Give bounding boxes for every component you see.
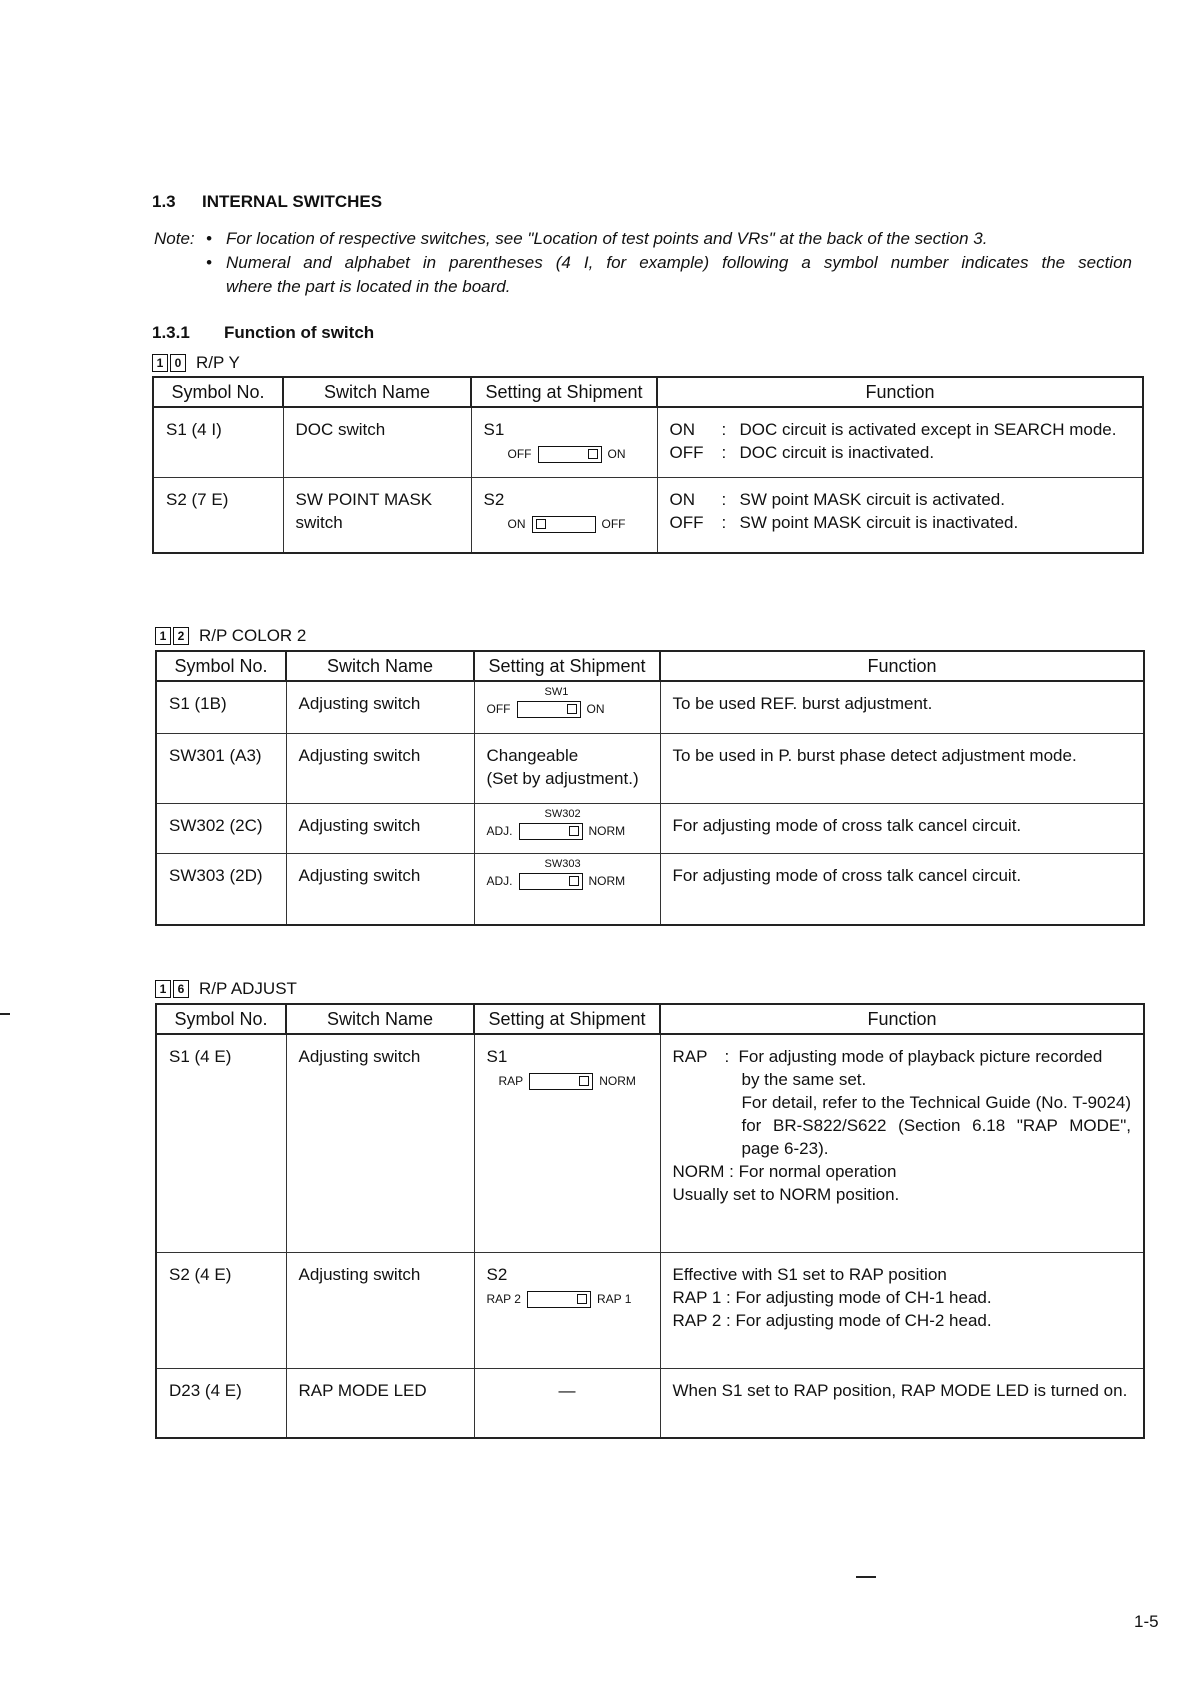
function-key: RAP <box>672 1047 708 1066</box>
header-name: Switch Name <box>286 651 474 681</box>
symbol-cell: S1 (1B) <box>156 681 286 733</box>
symbol-cell: SW301 (A3) <box>156 733 286 803</box>
function-cell <box>657 407 1143 477</box>
table-row <box>156 1252 1144 1368</box>
function-value: DOC circuit is activated except in SEARCH mode. <box>739 420 1117 439</box>
switch-table-rp-color2 <box>155 650 1145 926</box>
name-cell: DOC switch <box>283 407 471 477</box>
board-digit-box: 1 <box>152 354 168 372</box>
function-key: OFF <box>669 512 704 532</box>
switch-right-label: ON <box>607 447 626 461</box>
board-digit-box: 1 <box>155 627 171 645</box>
note-block <box>154 227 1134 307</box>
header-symbol: Symbol No. <box>153 377 283 407</box>
slide-switch-icon <box>519 823 583 840</box>
switch-left-label: RAP 2 <box>486 1291 521 1306</box>
switch-left-label: ADJ. <box>486 873 513 888</box>
slide-switch-icon <box>532 516 596 533</box>
switch-right-label: NORM <box>588 823 626 838</box>
name-line-1: SW POINT MASK <box>295 489 433 509</box>
section-heading <box>152 192 382 212</box>
switch-right-label: NORM <box>588 873 626 888</box>
note-item-2-line2: where the part is located in the board. <box>226 277 511 296</box>
slide-switch-diagram <box>487 1288 648 1311</box>
switch-right-label: NORM <box>599 1074 636 1088</box>
function-detail: For detail, refer to the Technical Guide (No. T-9024) for BR-S822/S622 (Section 6.18 "RAP MODE", page 6-23). <box>741 1093 1131 1158</box>
name-cell: Adjusting switch <box>286 1034 474 1252</box>
table-row <box>153 407 1143 477</box>
function-cell: To be used REF. burst adjustment. <box>660 681 1144 733</box>
switch-left-label: ON <box>507 516 526 531</box>
switch-left-label: OFF <box>507 447 532 461</box>
function-line: OFF : DOC circuit is inactivated. <box>670 441 1131 464</box>
setting-cell <box>471 407 657 477</box>
symbol-cell: D23 (4 E) <box>156 1368 286 1438</box>
function-cell <box>657 477 1143 553</box>
function-line: OFF : SW point MASK circuit is inactivated. <box>670 511 1131 534</box>
function-usual: Usually set to NORM position. <box>672 1185 900 1204</box>
name-cell: RAP MODE LED <box>286 1368 474 1438</box>
board-label-rp-y <box>152 353 240 373</box>
switch-right-label: RAP 1 <box>596 1291 632 1306</box>
setting-label: S2 <box>486 1264 508 1284</box>
name-cell: Adjusting switch <box>286 853 474 925</box>
header-function: Function <box>657 377 1143 407</box>
switch-table-rp-y <box>152 376 1144 554</box>
function-value: SW point MASK circuit is activated. <box>739 489 1005 509</box>
table-header-row <box>156 651 1144 681</box>
setting-line-1: Changeable <box>486 745 579 765</box>
header-symbol: Symbol No. <box>156 1004 286 1034</box>
header-setting: Setting at Shipment <box>471 377 657 407</box>
table-header-row <box>153 377 1143 407</box>
function-value: For adjusting mode of playback picture recorded <box>738 1047 1103 1066</box>
name-cell: Adjusting switch <box>286 803 474 853</box>
table-row <box>156 733 1144 803</box>
slide-switch-diagram <box>487 820 626 843</box>
function-value: DOC circuit is inactivated. <box>739 443 935 462</box>
header-function: Function <box>660 651 1144 681</box>
symbol-cell: S2 (4 E) <box>156 1252 286 1368</box>
function-line: RAP 1 : For adjusting mode of CH-1 head. <box>672 1287 992 1307</box>
switch-knob-icon <box>579 1076 589 1086</box>
board-digit-box: 2 <box>173 627 189 645</box>
switch-caption: SW303 <box>544 857 581 870</box>
symbol-cell: SW303 (2D) <box>156 853 286 925</box>
switch-knob-icon <box>577 1294 587 1304</box>
subsection-heading <box>152 323 374 343</box>
table-row <box>156 803 1144 853</box>
slide-switch-diagram <box>487 870 626 893</box>
switch-left-label: ADJ. <box>486 823 513 838</box>
name-cell <box>283 477 471 553</box>
note-bullet-2: • <box>206 253 212 272</box>
function-line: Effective with S1 set to RAP position <box>672 1264 947 1284</box>
table-row <box>156 681 1144 733</box>
name-cell: Adjusting switch <box>286 1252 474 1368</box>
table-header-row <box>156 1004 1144 1034</box>
symbol-cell: S2 (7 E) <box>153 477 283 553</box>
slide-switch-icon <box>519 873 583 890</box>
function-value: SW point MASK circuit is inactivated. <box>739 512 1019 532</box>
switch-knob-icon <box>536 519 546 529</box>
function-continuation: by the same set. <box>741 1070 867 1089</box>
switch-knob-icon <box>569 876 579 886</box>
header-name: Switch Name <box>283 377 471 407</box>
symbol-cell: S1 (4 E) <box>156 1034 286 1252</box>
setting-label: S2 <box>483 489 505 509</box>
function-key: ON <box>669 420 695 439</box>
section-title: INTERNAL SWITCHES <box>202 192 383 211</box>
setting-cell <box>474 803 660 853</box>
function-cell <box>660 1252 1144 1368</box>
page-number: 1-5 <box>1134 1612 1159 1631</box>
switch-caption: SW302 <box>544 807 581 820</box>
function-cell <box>660 1034 1144 1252</box>
function-cell: When S1 set to RAP position, RAP MODE LED is turned on. <box>660 1368 1144 1438</box>
header-function: Function <box>660 1004 1144 1034</box>
header-setting: Setting at Shipment <box>474 651 660 681</box>
section-number: 1.3 <box>152 192 176 211</box>
switch-knob-icon <box>567 704 577 714</box>
board-digit-box: 6 <box>173 980 189 998</box>
slide-switch-icon <box>538 446 602 463</box>
switch-right-label: OFF <box>601 516 626 531</box>
setting-cell <box>474 1034 660 1252</box>
subsection-number: 1.3.1 <box>152 323 190 342</box>
switch-right-label: ON <box>586 702 605 716</box>
function-key: ON <box>669 489 695 509</box>
header-symbol: Symbol No. <box>156 651 286 681</box>
board-title: R/P Y <box>196 353 240 372</box>
margin-mark <box>856 1576 876 1578</box>
note-item-2-line1: Numeral and alphabet in parentheses (4 I, for example) following a symbol number indicates the section <box>226 253 1132 272</box>
setting-label: S1 <box>483 420 505 439</box>
note-item-1: For location of respective switches, see "Location of test points and VRs" at the back of the section 3. <box>226 229 988 248</box>
note-label: Note: <box>154 229 195 248</box>
table-row <box>153 477 1143 553</box>
function-cell: For adjusting mode of cross talk cancel circuit. <box>660 803 1144 853</box>
setting-cell <box>474 1252 660 1368</box>
slide-switch-diagram <box>487 698 605 721</box>
function-line: ON : DOC circuit is activated except in SEARCH mode. <box>670 418 1131 441</box>
subsection-title: Function of switch <box>224 323 375 342</box>
header-setting: Setting at Shipment <box>474 1004 660 1034</box>
function-cell: For adjusting mode of cross talk cancel circuit. <box>660 853 1144 925</box>
name-cell: Adjusting switch <box>286 681 474 733</box>
function-line: RAP : For adjusting mode of playback picture recorded <box>673 1045 1132 1068</box>
setting-cell <box>471 477 657 553</box>
name-cell: Adjusting switch <box>286 733 474 803</box>
note-bullet-1: • <box>206 229 212 248</box>
slide-switch-icon <box>529 1073 593 1090</box>
setting-cell <box>474 853 660 925</box>
switch-left-label: OFF <box>486 702 511 716</box>
board-title: R/P ADJUST <box>199 979 297 998</box>
switch-left-label: RAP <box>498 1074 524 1088</box>
function-norm: NORM : For normal operation <box>672 1162 897 1181</box>
board-title: R/P COLOR 2 <box>199 626 307 645</box>
table-row <box>156 1368 1144 1438</box>
function-cell: To be used in P. burst phase detect adjustment mode. <box>660 733 1144 803</box>
table-row <box>156 1034 1144 1252</box>
slide-switch-icon <box>517 701 581 718</box>
board-digit-box: 1 <box>155 980 171 998</box>
table-row <box>156 853 1144 925</box>
setting-cell <box>474 681 660 733</box>
header-name: Switch Name <box>286 1004 474 1034</box>
switch-knob-icon <box>588 449 598 459</box>
switch-table-rp-adjust <box>155 1003 1145 1439</box>
board-label-rp-adjust <box>155 979 297 999</box>
slide-switch-diagram <box>499 1070 648 1093</box>
function-line: RAP 2 : For adjusting mode of CH-2 head. <box>672 1310 992 1330</box>
function-key: OFF <box>669 443 704 462</box>
symbol-cell: S1 (4 I) <box>153 407 283 477</box>
setting-label: S1 <box>486 1047 508 1066</box>
slide-switch-diagram <box>508 443 645 466</box>
function-line: ON : SW point MASK circuit is activated. <box>670 488 1131 511</box>
slide-switch-icon <box>527 1291 591 1308</box>
margin-mark <box>0 1013 10 1015</box>
slide-switch-diagram <box>508 513 645 536</box>
board-digit-box: 0 <box>170 354 186 372</box>
setting-cell: — <box>474 1368 660 1438</box>
switch-knob-icon <box>569 826 579 836</box>
setting-line-2: (Set by adjustment.) <box>486 768 639 788</box>
board-label-rp-color2 <box>155 626 306 646</box>
symbol-cell: SW302 (2C) <box>156 803 286 853</box>
setting-cell <box>474 733 660 803</box>
name-line-2: switch <box>295 512 343 532</box>
switch-caption: SW1 <box>544 686 569 698</box>
